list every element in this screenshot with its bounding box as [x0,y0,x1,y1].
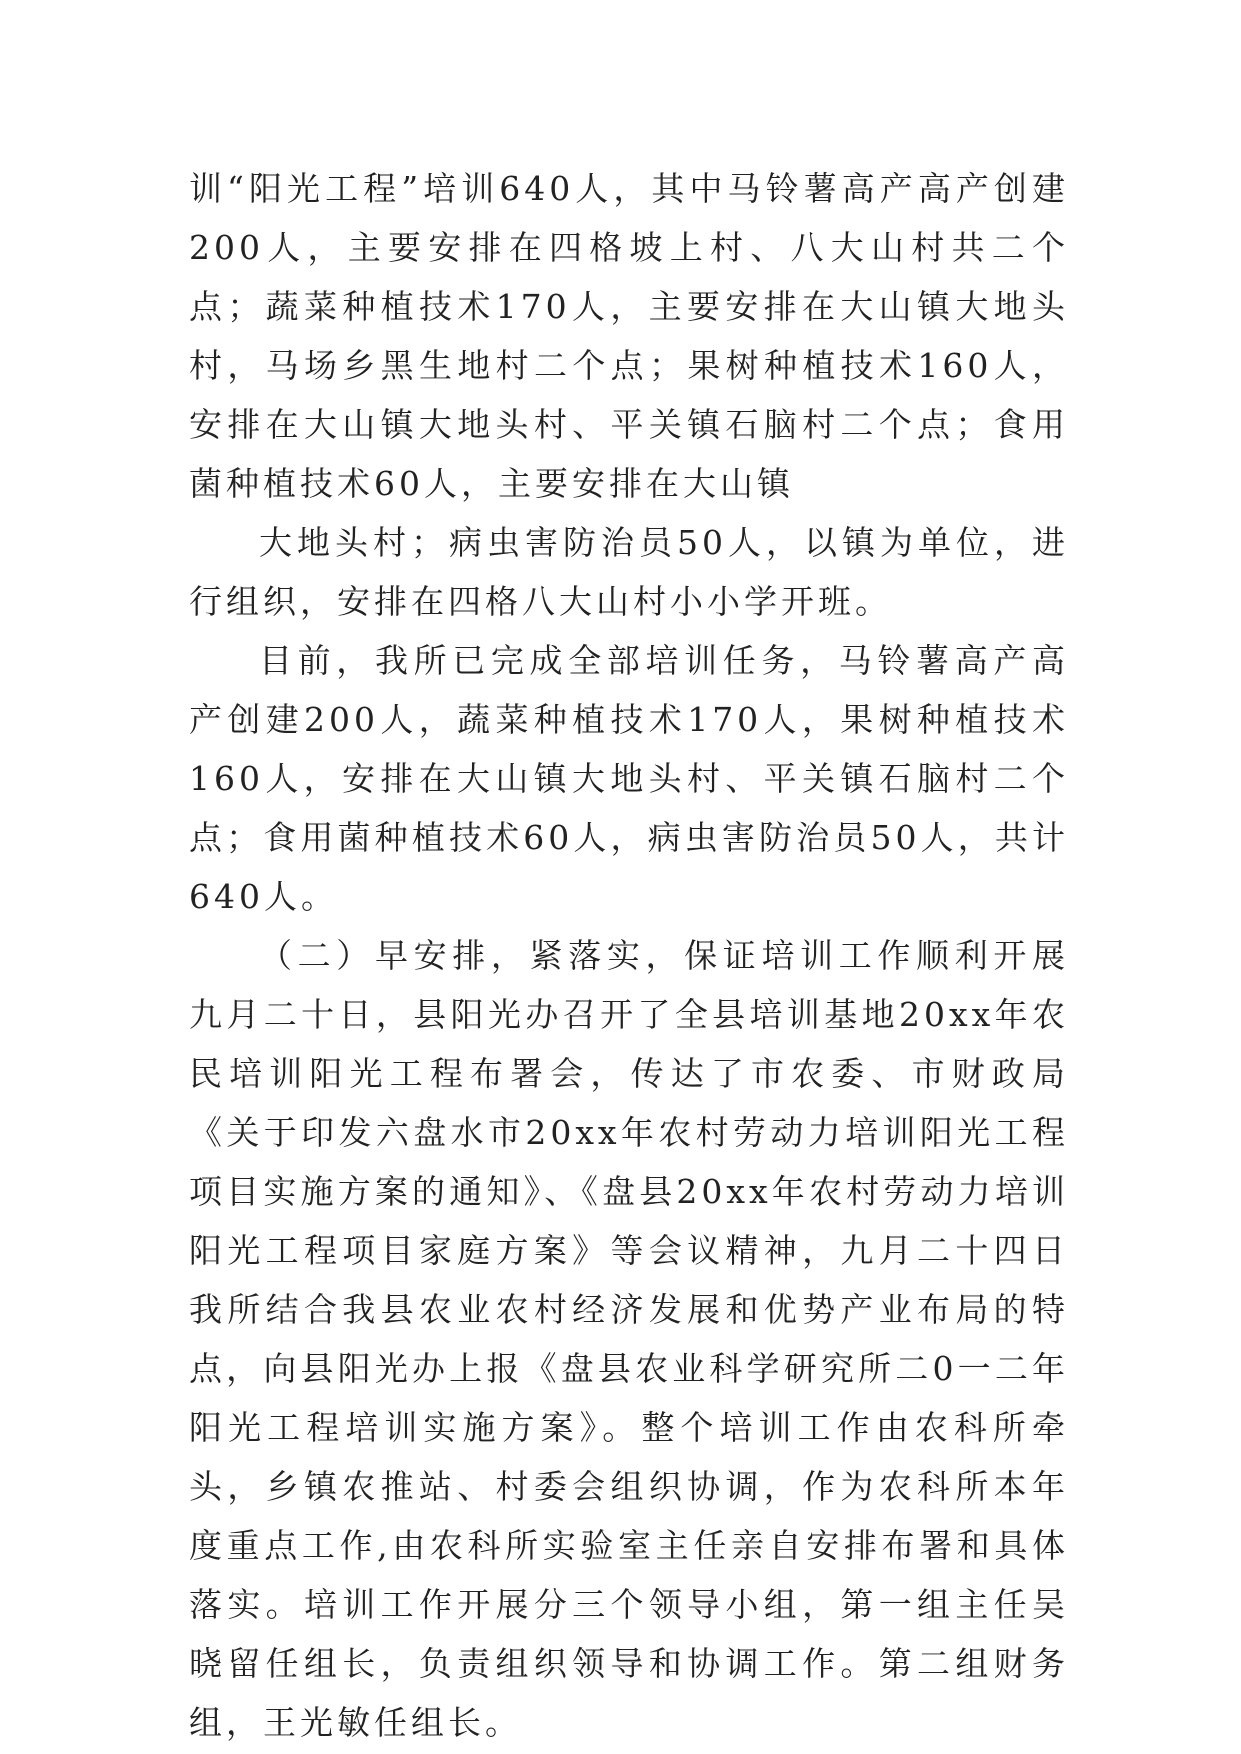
paragraph: （二）早安排，紧落实，保证培训工作顺利开展九月二十日，县阳光办召开了全县培训基地20xx年农民培训阳光工程布署会，传达了市农委、市财政局《关于印发六盘水市20xx年农村劳动力培训阳光工程项目实施方案的通知》、《盘县20xx年农村劳动力培训阳光工程项目家庭方案》等会议精神，九月二十四日我所结合我县农业农村经济发展和优势产业布局的特点，向县阳光办上报《盘县农业科学研究所二0一二年阳光工程培训实施方案》。整个培训工作由农科所牵头，乡镇农推站、村委会组织协调，作为农科所本年度重点工作,由农科所实验室主任亲自安排布署和具体落实。培训工作开展分三个领导小组，第一组主任吴晓留任组长，负责组织领导和协调工作。第二组财务组，王光敏任组长。 [189,936,1069,1742]
paragraph: 目前，我所已完成全部培训任务，马铃薯高产高产创建200人，蔬菜种植技术170人，果树种植技术160人，安排在大山镇大地头村、平关镇石脑村二个点；食用菌种植技术60人，病虫害防治员50人，共计640人。 [189,641,1069,916]
paragraph: 训“阳光工程”培训640人，其中马铃薯高产高产创建200人，主要安排在四格坡上村、八大山村共二个点；蔬菜种植技术170人，主要安排在大山镇大地头村，马场乡黑生地村二个点；果树种植技术160人，安排在大山镇大地头村、平关镇石脑村二个点；食用菌种植技术60人，主要安排在大山镇 [189,169,1069,503]
document-body [189,159,1069,1752]
paragraph: 大地头村；病虫害防治员50人，以镇为单位，进行组织，安排在四格八大山村小小学开班。 [189,523,1069,621]
